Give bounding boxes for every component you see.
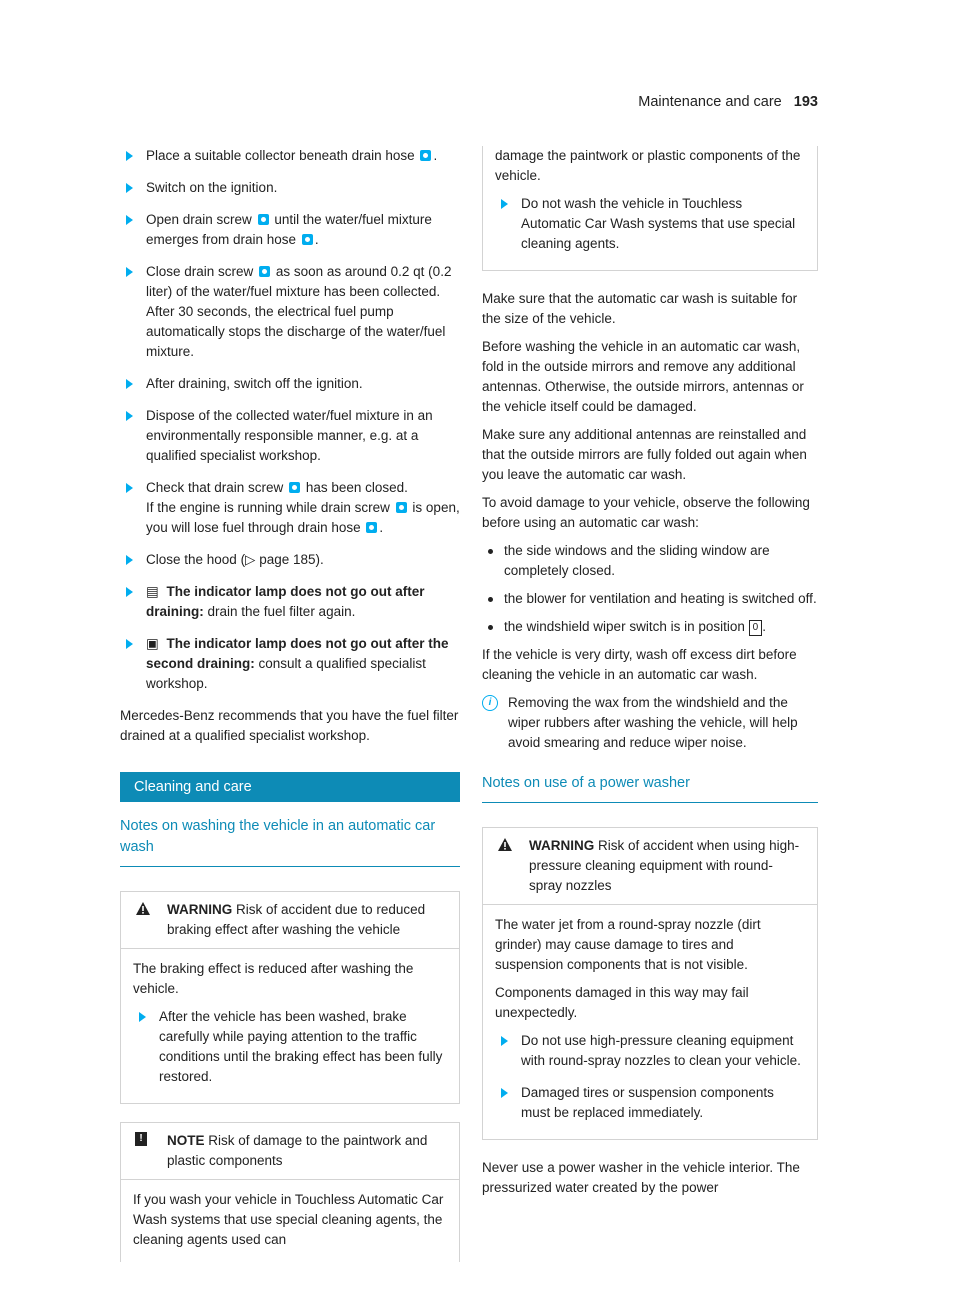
arrow-icon — [139, 1012, 146, 1022]
callout-badge — [420, 150, 431, 161]
callout-badge — [302, 234, 313, 245]
warning-icon — [498, 838, 512, 851]
bullet-item: the blower for ventilation and heating is switched off. — [482, 589, 818, 609]
arrow-icon — [126, 639, 133, 649]
step-place-collector: Place a suitable collector beneath drain hose . — [120, 146, 460, 166]
fuel-filter-lamp-icon: ▤ — [146, 584, 159, 599]
step-lamp-after-draining: ▤ The indicator lamp does not go out after draining: drain the fuel filter again. — [120, 582, 460, 622]
note-label: NOTE — [167, 1133, 205, 1148]
callout-badge — [396, 502, 407, 513]
step-switch-on-ignition: Switch on the ignition. — [120, 178, 460, 198]
arrow-icon — [126, 379, 133, 389]
step-switch-off-ignition: After draining, switch off the ignition. — [120, 374, 460, 394]
warning-title: Risk of accident when using high-pressure cleaning equipment with round-spray nozzles — [529, 838, 800, 893]
step-lamp-after-second-draining: ▣ The indicator lamp does not go out after the second draining: consult a qualified specialist workshop. — [120, 634, 460, 694]
arrow-icon — [126, 151, 133, 161]
paragraph-mirrors: Before washing the vehicle in an automatic car wash, fold in the outside mirrors and remove any additional antennas. Otherwise, the outside mirrors, antennas or the vehicle itself could be damaged. — [482, 339, 804, 414]
warning-box-power-washer — [482, 827, 818, 1140]
right-column — [482, 146, 818, 1206]
info-icon: i — [482, 695, 498, 711]
paragraph-dirty: If the vehicle is very dirty, wash off excess dirt before cleaning the vehicle in an automatic car wash. — [482, 647, 797, 682]
arrow-icon — [126, 411, 133, 421]
closing-paragraph: Mercedes-Benz recommends that you have the fuel filter drained at a qualified specialist workshop. — [120, 708, 459, 743]
note-box-continued — [482, 146, 818, 271]
wiper-position-icon: 0 — [749, 620, 763, 636]
warning-box — [120, 891, 460, 1104]
step-open-drain-screw: Open drain screw until the water/fuel mixture emerges from drain hose . — [120, 210, 460, 250]
warning-step: After the vehicle has been washed, brake carefully while paying attention to the traffic conditions until the braking effect has been fully restored. — [133, 1007, 447, 1087]
step-check-drain-screw: Check that drain screw has been closed. If the engine is running while drain screw is open, you will lose fuel through drain hose . — [120, 478, 460, 538]
arrow-icon — [126, 215, 133, 225]
left-column — [120, 146, 460, 1262]
callout-badge — [289, 482, 300, 493]
paragraph-observe: To avoid damage to your vehicle, observe the following before using an automatic car wash: — [482, 495, 810, 530]
arrow-icon — [501, 1088, 508, 1098]
paragraph-reinstall: Make sure any additional antennas are reinstalled and that the outside mirrors are fully folded out again when you leave the automatic car wash. — [482, 427, 807, 482]
arrow-icon — [126, 183, 133, 193]
bullet-item: the windshield wiper switch is in position 0 . — [482, 617, 818, 637]
note-icon: ! — [135, 1132, 147, 1146]
note-title: Risk of damage to the paintwork and plastic components — [167, 1133, 428, 1168]
callout-badge — [366, 522, 377, 533]
subheading-power-washer: Notes on use of a power washer — [482, 773, 818, 803]
subheading-automatic-car-wash: Notes on washing the vehicle in an automatic car wash — [120, 816, 460, 867]
arrow-icon — [126, 555, 133, 565]
note-step: Do not wash the vehicle in Touchless Automatic Car Wash systems that use special cleaning agents. — [495, 194, 805, 254]
step-close-hood: Close the hood (▷ page 185). — [120, 550, 460, 570]
warning-icon — [136, 902, 150, 915]
warning-label: WARNING — [167, 902, 233, 917]
note-body: If you wash your vehicle in Touchless Automatic Car Wash systems that use special cleaning agents, the cleaning agents used can — [133, 1192, 444, 1247]
closing-paragraph-right: Never use a power washer in the vehicle interior. The pressurized water created by the power — [482, 1160, 800, 1195]
page-header — [638, 92, 818, 112]
header-title: Maintenance and care — [638, 94, 782, 110]
arrow-icon — [126, 483, 133, 493]
warning-body-1: The water jet from a round-spray nozzle (dirt grinder) may cause damage to tires and suspension components that is not visible. — [495, 917, 761, 972]
note-continued-text: damage the paintwork or plastic components of the vehicle. — [495, 148, 801, 183]
warning-step-1: Do not use high-pressure cleaning equipment with round-spray nozzles to clean your vehicle. — [495, 1031, 805, 1071]
warning-title: Risk of accident due to reduced braking effect after washing the vehicle — [167, 902, 426, 937]
bullet-item: the side windows and the sliding window are completely closed. — [482, 541, 818, 581]
step-dispose-mixture: Dispose of the collected water/fuel mixture in an environmentally responsible manner, e.g. at a qualified specialist workshop. — [120, 406, 460, 466]
arrow-icon — [126, 587, 133, 597]
arrow-icon — [501, 199, 508, 209]
warning-body-2: Components damaged in this way may fail unexpectedly. — [495, 985, 749, 1020]
arrow-icon — [501, 1036, 508, 1046]
step-close-drain-screw: Close drain screw as soon as around 0.2 qt (0.2 liter) of the water/fuel mixture has been collected. After 30 seconds, the electrical fuel pump automatically stops the discharge of the water/fuel mixture. — [120, 262, 460, 362]
callout-badge — [258, 214, 269, 225]
fuel-filter-lamp-icon: ▣ — [146, 636, 159, 651]
paragraph-size: Make sure that the automatic car wash is suitable for the size of the vehicle. — [482, 291, 798, 326]
arrow-icon — [126, 267, 133, 277]
warning-label: WARNING — [529, 838, 595, 853]
note-box — [120, 1122, 460, 1262]
section-title: Cleaning and care — [120, 772, 460, 802]
info-note: i Removing the wax from the windshield and the wiper rubbers after washing the vehicle, will help avoid smearing and reduce wiper noise. — [482, 693, 818, 753]
page-number: 193 — [793, 94, 818, 110]
callout-badge — [259, 266, 270, 277]
warning-step-2: Damaged tires or suspension components must be replaced immediately. — [495, 1083, 805, 1123]
warning-body: The braking effect is reduced after washing the vehicle. — [133, 961, 414, 996]
